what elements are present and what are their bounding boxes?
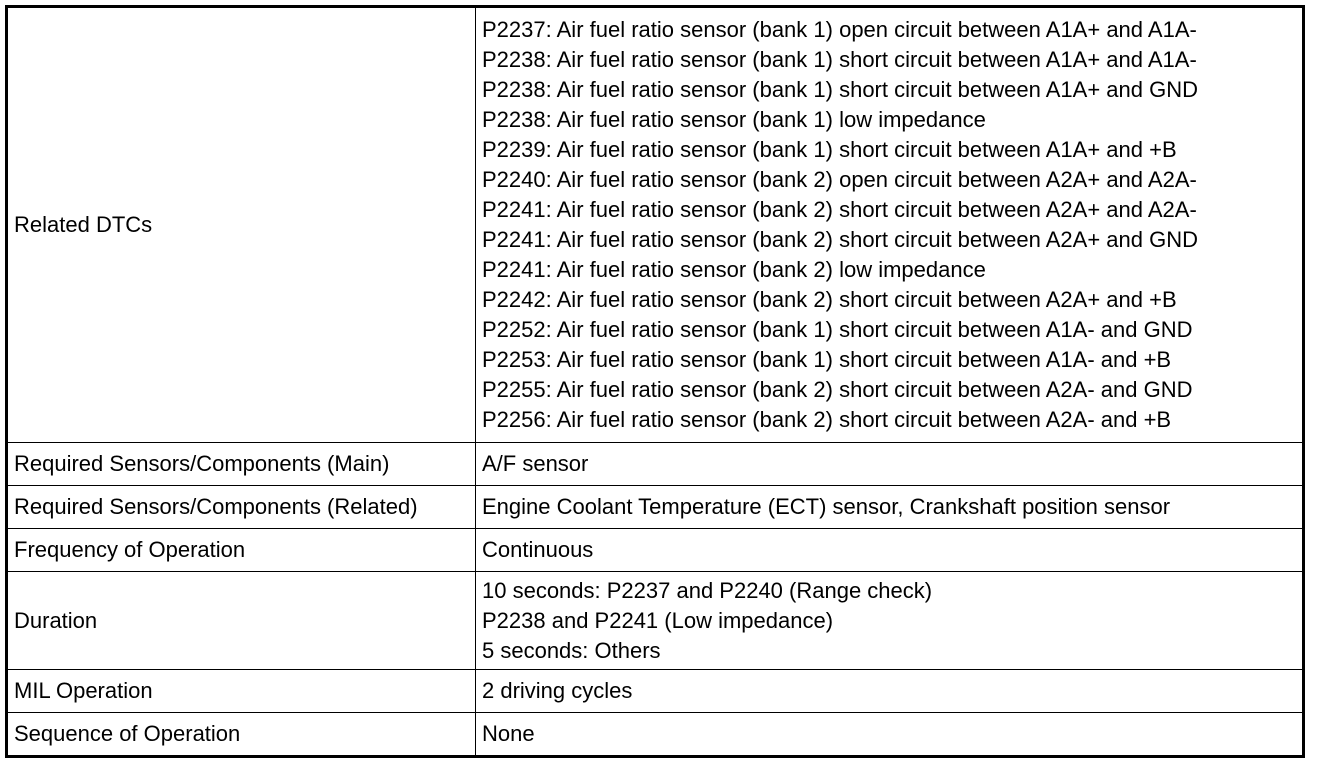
dtc-line: P2241: Air fuel ratio sensor (bank 2) short circuit between A2A+ and A2A- [482,197,1197,222]
row-value [476,7,1304,443]
value-line: 2 driving cycles [482,678,633,703]
dtc-line: P2241: Air fuel ratio sensor (bank 2) low impedance [482,257,986,282]
dtc-line: P2253: Air fuel ratio sensor (bank 1) short circuit between A1A- and +B [482,347,1172,372]
dtc-line: P2239: Air fuel ratio sensor (bank 1) short circuit between A1A+ and +B [482,137,1177,162]
dtc-line: P2255: Air fuel ratio sensor (bank 2) short circuit between A2A- and GND [482,377,1193,402]
row-value [476,486,1304,529]
row-label: Related DTCs [7,7,476,443]
row-label: Required Sensors/Components (Main) [7,443,476,486]
table-row-required-related [7,486,1304,529]
value-line: None [482,721,535,746]
value-line: Engine Coolant Temperature (ECT) sensor, Crankshaft position sensor [482,494,1171,519]
row-label: MIL Operation [7,670,476,713]
dtc-line: P2238: Air fuel ratio sensor (bank 1) short circuit between A1A+ and A1A- [482,47,1197,72]
dtc-line: P2240: Air fuel ratio sensor (bank 2) open circuit between A2A+ and A2A- [482,167,1197,192]
row-value [476,443,1304,486]
table-row-sequence [7,713,1304,757]
dtc-line: P2238: Air fuel ratio sensor (bank 1) low impedance [482,107,986,132]
row-value [476,529,1304,572]
row-label: Duration [7,572,476,670]
row-label: Required Sensors/Components (Related) [7,486,476,529]
table-row-related-dtcs [7,7,1304,443]
value-line: 10 seconds: P2237 and P2240 (Range check) [482,577,933,603]
table-row-frequency [7,529,1304,572]
dtc-line: P2238: Air fuel ratio sensor (bank 1) short circuit between A1A+ and GND [482,77,1198,102]
row-label: Frequency of Operation [7,529,476,572]
dtc-line: P2241: Air fuel ratio sensor (bank 2) short circuit between A2A+ and GND [482,227,1198,252]
row-value [476,572,1304,670]
value-line: Continuous [482,537,594,562]
row-value [476,713,1304,757]
value-line: P2238 and P2241 (Low impedance) [482,607,834,633]
monitor-spec-table [5,5,1305,758]
dtc-line: P2237: Air fuel ratio sensor (bank 1) open circuit between A1A+ and A1A- [482,17,1197,42]
value-line: A/F sensor [482,451,589,476]
table-row-required-main [7,443,1304,486]
table-row-duration [7,572,1304,670]
row-value [476,670,1304,713]
dtc-line: P2252: Air fuel ratio sensor (bank 1) short circuit between A1A- and GND [482,317,1193,342]
value-line: 5 seconds: Others [482,637,661,663]
dtc-line: P2256: Air fuel ratio sensor (bank 2) short circuit between A2A- and +B [482,407,1172,432]
dtc-line: P2242: Air fuel ratio sensor (bank 2) short circuit between A2A+ and +B [482,287,1177,312]
table-row-mil-operation [7,670,1304,713]
row-label: Sequence of Operation [7,713,476,757]
